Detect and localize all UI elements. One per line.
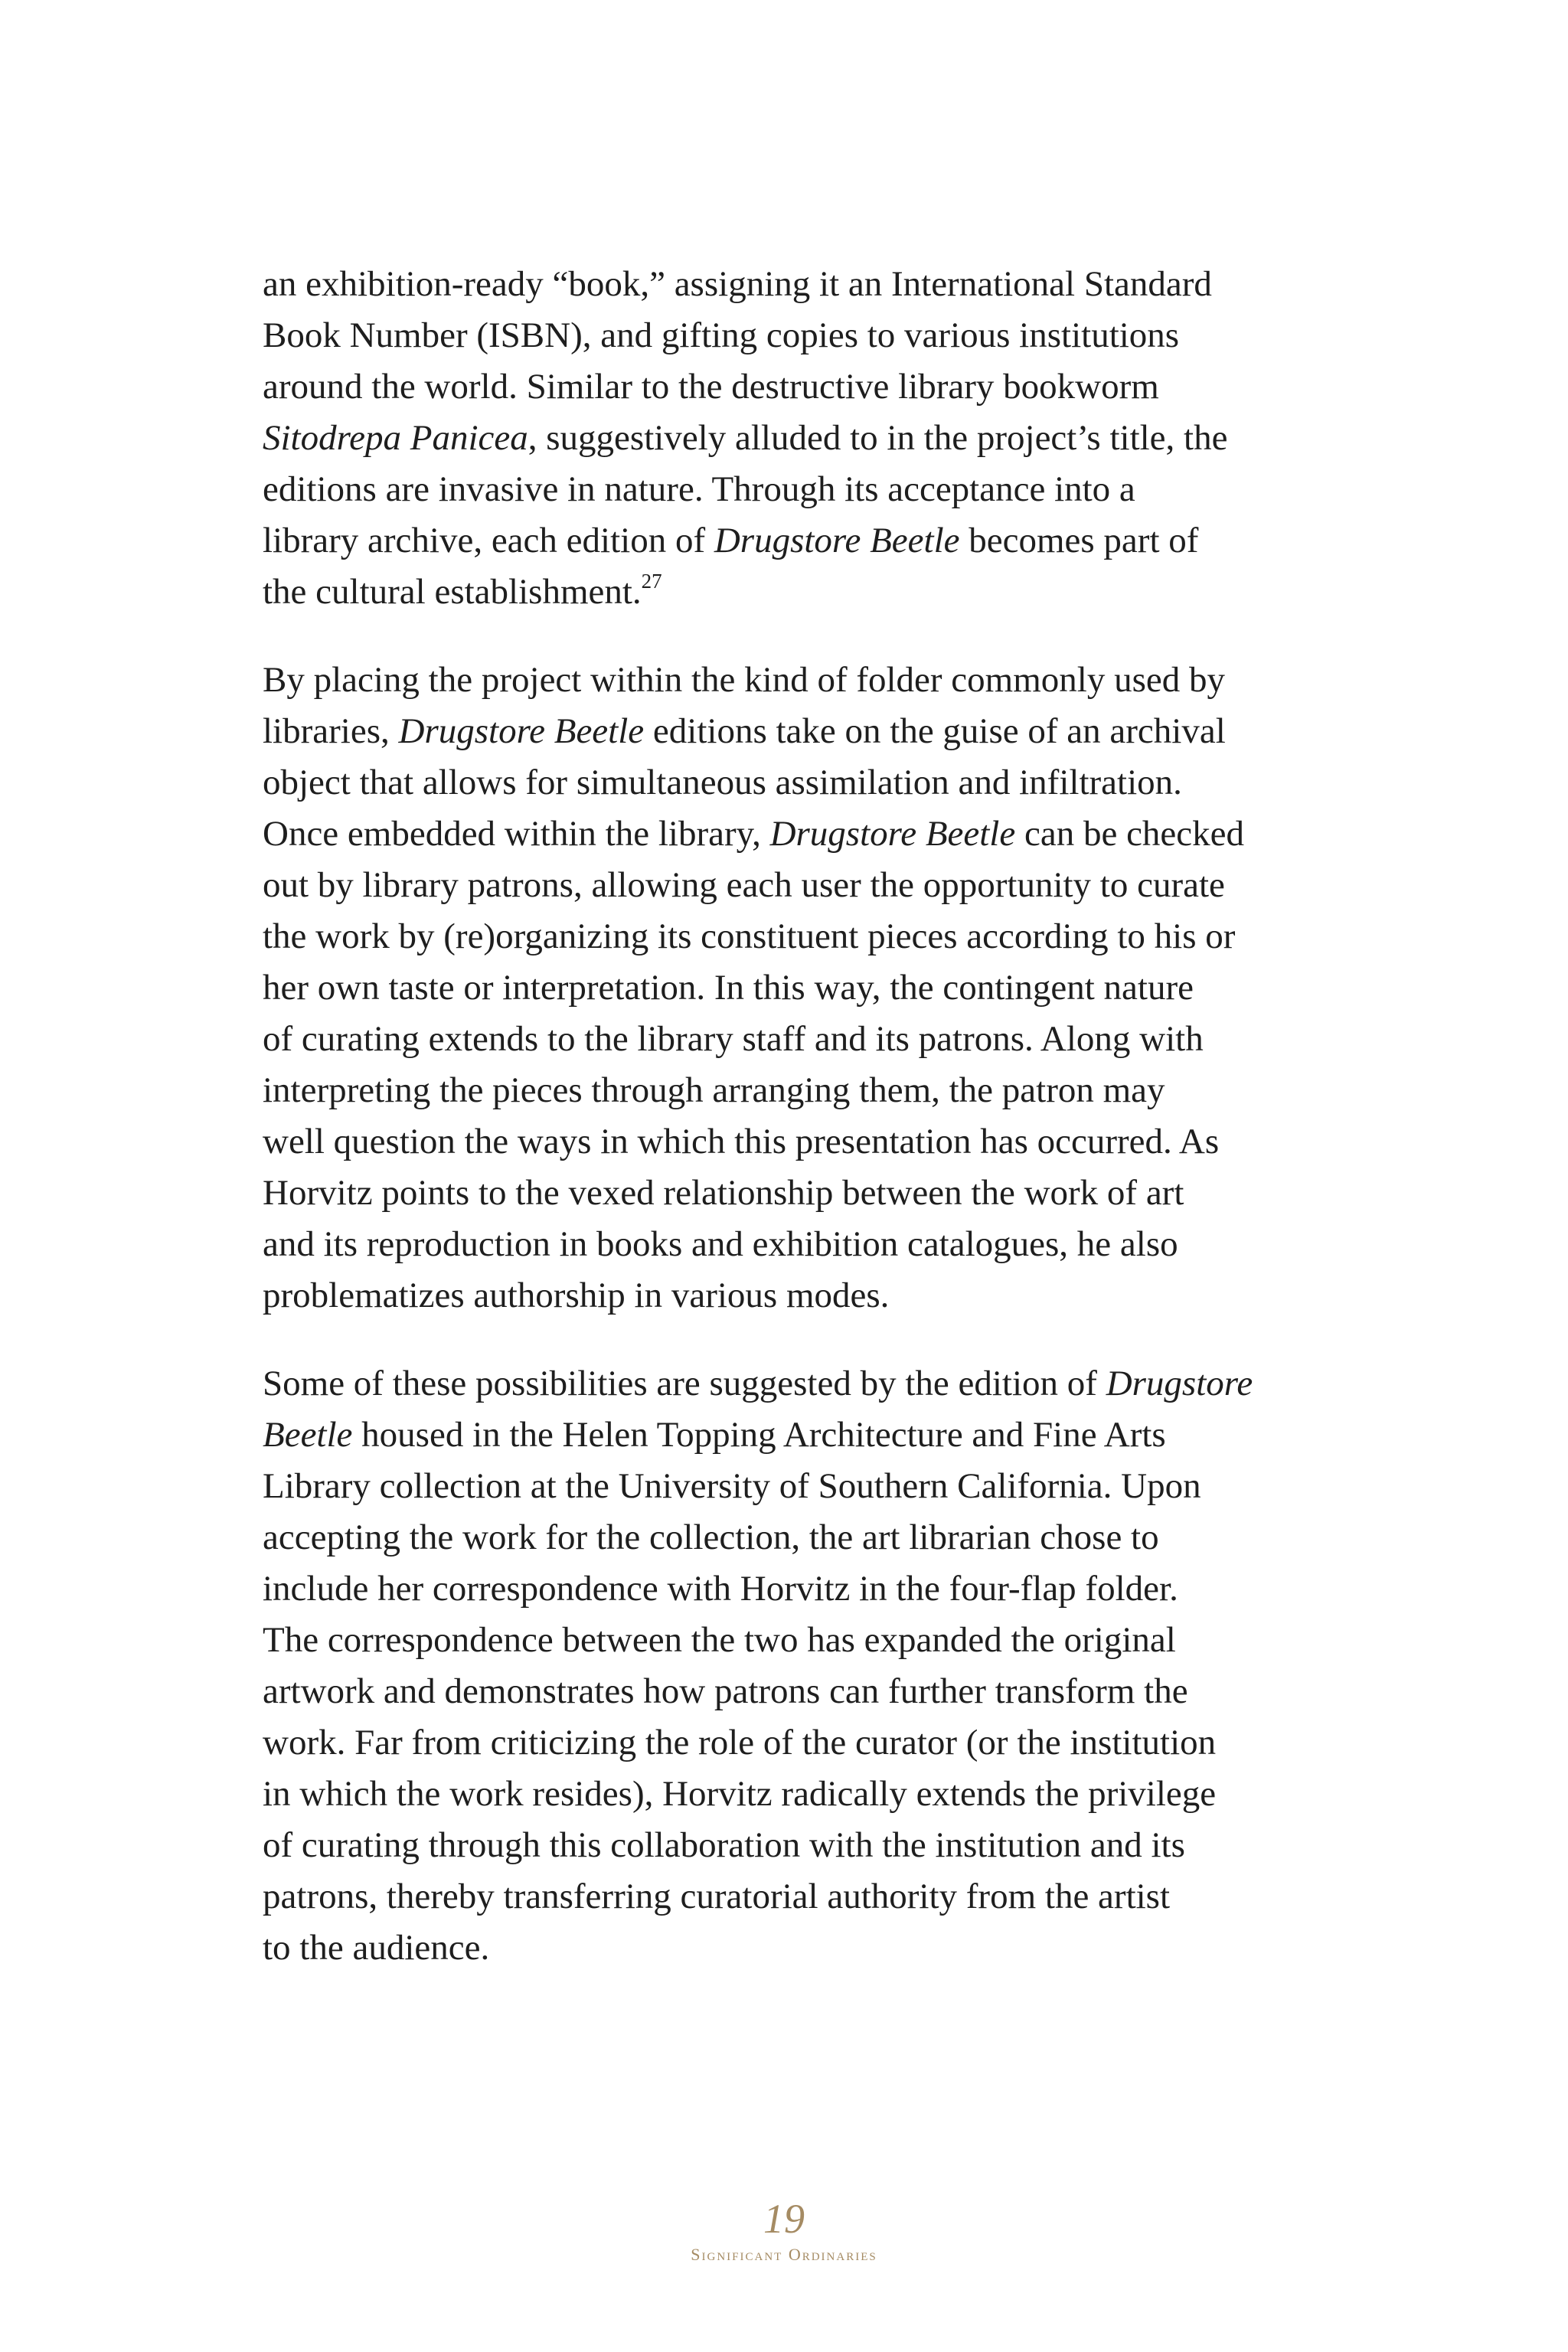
text-run: the cultural establishment. bbox=[263, 572, 642, 612]
body-text bbox=[263, 259, 1334, 1974]
text-line: object that allows for simultaneous assimilation and infiltration. bbox=[263, 763, 1182, 802]
text-run: , suggestively alluded to in the project’s title, the bbox=[528, 418, 1228, 458]
italic-title: Drugstore Beetle bbox=[398, 711, 645, 751]
text-line bbox=[263, 567, 1334, 618]
text-line: of curating extends to the library staff and its patrons. Along with bbox=[263, 1019, 1204, 1059]
text-line: editions are invasive in nature. Through its acceptance into a bbox=[263, 469, 1135, 509]
footnote-marker[interactable]: 27 bbox=[641, 570, 662, 593]
text-line: work. Far from criticizing the role of the curator (or the institution bbox=[263, 1723, 1217, 1762]
text-run: library archive, each edition of bbox=[263, 521, 714, 560]
text-line: in which the work resides), Horvitz radically extends the privilege bbox=[263, 1774, 1217, 1814]
text-line: an exhibition-ready “book,” assigning it an International Standard bbox=[263, 264, 1212, 304]
italic-title: Drugstore Beetle bbox=[714, 521, 960, 560]
italic-title: Drugstore Beetle bbox=[769, 814, 1016, 854]
text-line: out by library patrons, allowing each user the opportunity to curate bbox=[263, 865, 1225, 905]
text-run: editions take on the guise of an archival bbox=[644, 711, 1226, 751]
text-run: becomes part of bbox=[959, 521, 1199, 560]
text-line: Library collection at the University of Southern California. Upon bbox=[263, 1466, 1201, 1506]
paragraph-2 bbox=[263, 655, 1334, 1321]
text-line bbox=[263, 808, 1334, 860]
text-line: well question the ways in which this presentation has occurred. As bbox=[263, 1122, 1220, 1161]
text-line: problematizes authorship in various modes. bbox=[263, 1276, 890, 1315]
text-line bbox=[263, 1410, 1334, 1461]
italic-title: Sitodrepa Panicea bbox=[263, 418, 528, 458]
text-line: Horvitz points to the vexed relationship between the work of art bbox=[263, 1173, 1184, 1213]
text-line: her own taste or interpretation. In this way, the contingent nature bbox=[263, 968, 1194, 1008]
text-line: accepting the work for the collection, the art librarian chose to bbox=[263, 1517, 1159, 1557]
text-line bbox=[263, 515, 1334, 567]
text-line: Book Number (ISBN), and gifting copies to various institutions bbox=[263, 315, 1180, 355]
paragraph-3 bbox=[263, 1358, 1334, 1974]
text-run: libraries, bbox=[263, 711, 399, 751]
text-line: and its reproduction in books and exhibition catalogues, he also bbox=[263, 1224, 1178, 1264]
italic-title: Beetle bbox=[263, 1415, 353, 1455]
text-line: By placing the project within the kind of folder commonly used by bbox=[263, 660, 1225, 700]
paragraph-1 bbox=[263, 259, 1334, 618]
text-line: artwork and demonstrates how patrons can further transform the bbox=[263, 1671, 1188, 1711]
text-line: patrons, thereby transferring curatorial authority from the artist bbox=[263, 1877, 1171, 1916]
text-run: housed in the Helen Topping Architecture and Fine Arts bbox=[352, 1415, 1166, 1455]
text-run: can be checked bbox=[1015, 814, 1245, 854]
text-line: the work by (re)organizing its constituent pieces according to his or bbox=[263, 916, 1236, 956]
text-line: to the audience. bbox=[263, 1928, 490, 1968]
running-title: Significant Ordinaries bbox=[691, 2245, 877, 2264]
text-line bbox=[263, 706, 1334, 757]
text-line: of curating through this collaboration with the institution and its bbox=[263, 1825, 1185, 1865]
italic-title: Drugstore bbox=[1106, 1364, 1253, 1403]
text-line: interpreting the pieces through arranging them, the patron may bbox=[263, 1070, 1165, 1110]
text-line: The correspondence between the two has expanded the original bbox=[263, 1620, 1176, 1660]
text-line bbox=[263, 413, 1334, 464]
text-run: Once embedded within the library, bbox=[263, 814, 770, 854]
text-run: Some of these possibilities are suggested by the edition of bbox=[263, 1364, 1106, 1403]
page-number: 19 bbox=[763, 2196, 805, 2242]
text-line bbox=[263, 1358, 1334, 1410]
text-line: include her correspondence with Horvitz in the four-flap folder. bbox=[263, 1569, 1178, 1609]
text-line: around the world. Similar to the destructive library bookworm bbox=[263, 367, 1159, 407]
